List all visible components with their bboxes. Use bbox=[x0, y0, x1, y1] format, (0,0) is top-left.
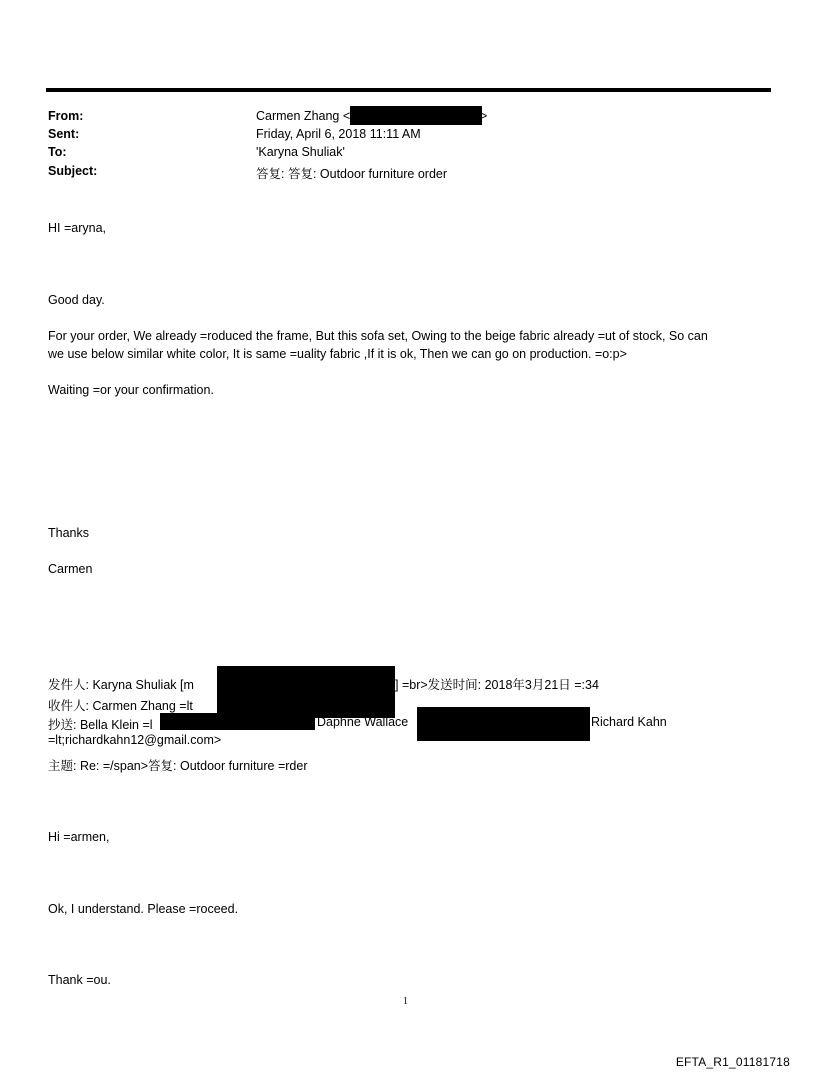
document-id: EFTA_R1_01181718 bbox=[675, 1055, 790, 1069]
quoted-cc-line-2: =lt;richardkahn12@gmail.com> bbox=[48, 733, 222, 747]
quoted-subject-line: 主题: Re: =/span>答复: Outdoor furniture =rder bbox=[48, 759, 308, 773]
from-label: From: bbox=[48, 109, 84, 123]
quoted-message: Ok, I understand. Please =roceed. bbox=[48, 902, 239, 916]
to-value: 'Karyna Shuliak' bbox=[256, 145, 345, 159]
redaction-box bbox=[417, 707, 590, 741]
thanks-line: Thanks bbox=[48, 526, 89, 540]
waiting-line: Waiting =or your confirmation. bbox=[48, 383, 214, 397]
body-paragraph-line-2: we use below similar white color, It is same =uality fabric ,If it is ok, Then we can go on production. =o:p> bbox=[48, 347, 627, 361]
quoted-from-suffix: ] =br>发送时间: 2018年3月21日 =:34 bbox=[395, 678, 599, 692]
from-value-end: > bbox=[480, 109, 488, 123]
quoted-greeting: Hi =armen, bbox=[48, 830, 110, 844]
from-value: Carmen Zhang < bbox=[256, 109, 351, 123]
redaction-box bbox=[217, 666, 395, 718]
sent-value: Friday, April 6, 2018 11:11 AM bbox=[256, 127, 421, 141]
sent-label: Sent: bbox=[48, 127, 80, 141]
signature: Carmen bbox=[48, 562, 93, 576]
page-number: 1 bbox=[403, 996, 408, 1007]
header-rule bbox=[46, 88, 771, 92]
good-day-line: Good day. bbox=[48, 293, 105, 307]
subject-value: 答复: 答复: Outdoor furniture order bbox=[256, 167, 448, 181]
to-label: To: bbox=[48, 145, 67, 159]
redaction-box bbox=[350, 106, 482, 125]
quoted-cc-end: Richard Kahn bbox=[591, 715, 667, 729]
quoted-to-line: 收件人: Carmen Zhang =lt bbox=[48, 699, 193, 713]
quoted-from-prefix: 发件人: Karyna Shuliak [m bbox=[48, 678, 194, 692]
greeting: HI =aryna, bbox=[48, 221, 107, 235]
quoted-thanks: Thank =ou. bbox=[48, 973, 111, 987]
quoted-cc-prefix: 抄送: Bella Klein =l bbox=[48, 718, 153, 732]
body-paragraph-line-1: For your order, We already =roduced the frame, But this sofa set, Owing to the beige fabric already =ut of stock, So can bbox=[48, 329, 708, 343]
quoted-cc-mid: Daphne Wallace bbox=[317, 715, 409, 729]
redaction-box bbox=[160, 713, 315, 730]
subject-label: Subject: bbox=[48, 164, 98, 178]
